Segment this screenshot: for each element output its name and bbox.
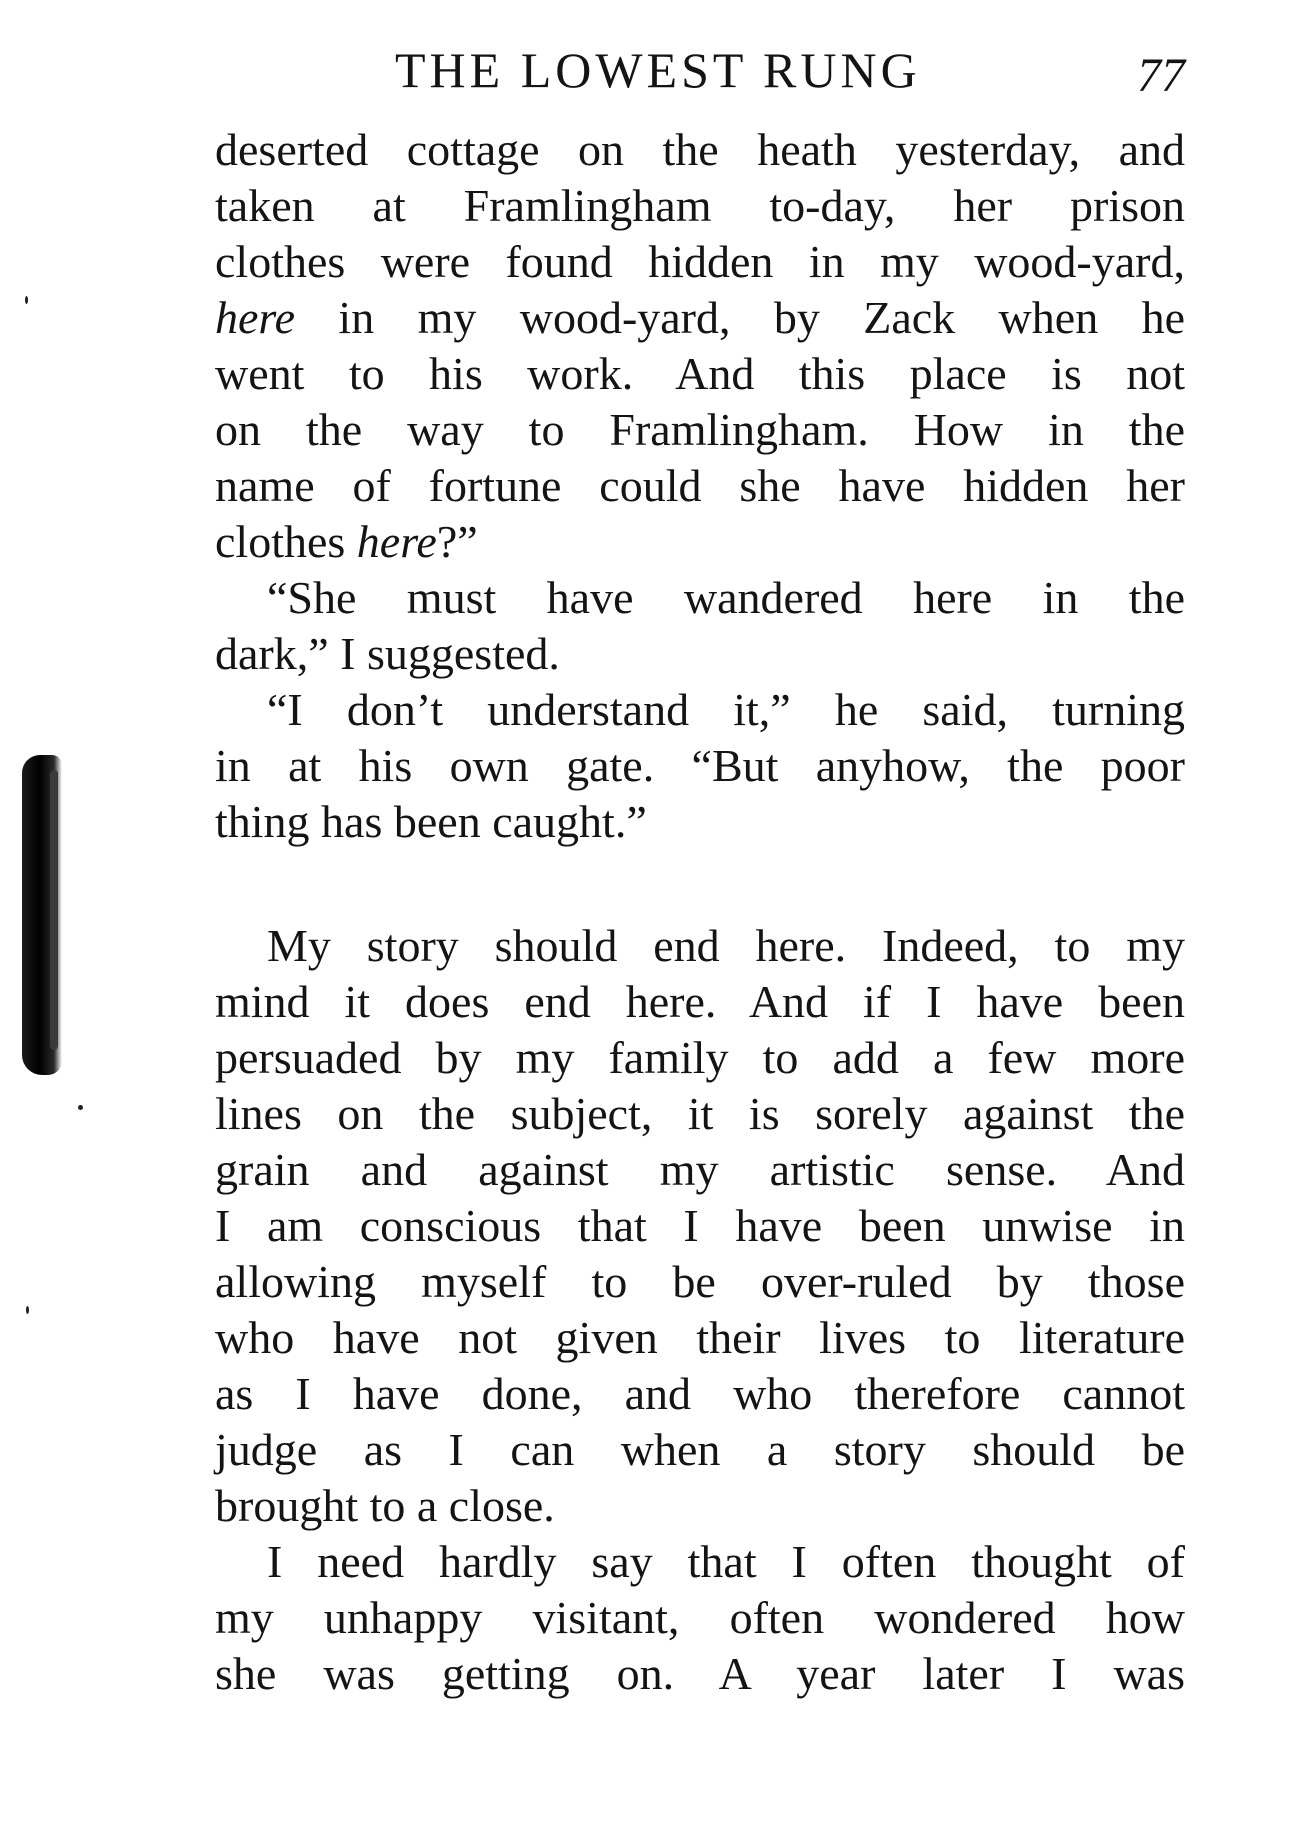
text-line: as I have done, and who therefore cannot [215,1368,1185,1419]
paragraph [215,570,1185,682]
text-line: mind it does end here. And if I have been [215,976,1185,1027]
text-line: my unhappy visitant, often wondered how [215,1592,1185,1643]
text-line: in at his own gate. “But anyhow, the poor [215,740,1185,791]
section-break [215,850,1185,918]
emphasis-text: here [356,516,437,567]
text-line: she was getting on. A year later I was [215,1648,1185,1699]
binding-edge [50,770,58,1050]
scan-speck [78,1105,83,1110]
running-title: THE LOWEST RUNG [395,42,921,98]
text-line [215,290,1185,346]
text-line: thing has been caught.” [215,796,647,847]
text-line: clothes were found hidden in my wood-yard, [215,236,1185,287]
emphasis-text: here [215,292,296,343]
text-line: “I don’t understand it,” he said, turning [267,684,1185,735]
page-header [215,40,1185,100]
text-line: persuaded by my family to add a few more [215,1032,1185,1083]
text-line: name of fortune could she have hidden her [215,460,1185,511]
text-line [215,514,1185,570]
text-line: taken at Framlingham to-day, her prison [215,180,1185,231]
text-line: went to his work. And this place is not [215,348,1185,399]
text-line: grain and against my artistic sense. And [215,1144,1185,1195]
text-span: ?” [436,516,478,567]
scan-speck [26,1306,29,1314]
text-line: deserted cottage on the heath yesterday, and [215,124,1185,175]
text-line: allowing myself to be over-ruled by those [215,1256,1185,1307]
text-line: I am conscious that I have been unwise in [215,1200,1185,1251]
text-line: “She must have wandered here in the [267,572,1185,623]
page-number: 77 [1137,49,1185,102]
paragraph [215,918,1185,1534]
paragraph [215,682,1185,850]
text-line: I need hardly say that I often thought of [267,1536,1185,1587]
text-line: dark,” I suggested. [215,628,560,679]
paragraph [215,122,1185,570]
text-line: brought to a close. [215,1480,555,1531]
text-line: who have not given their lives to literature [215,1312,1185,1363]
text-line: lines on the subject, it is sorely against the [215,1088,1185,1139]
body-text [215,122,1185,1702]
text-span: clothes [215,516,357,567]
paragraph [215,1534,1185,1702]
scan-speck [25,296,28,304]
text-span: in my wood-yard, by Zack when he [295,292,1185,343]
text-line: My story should end here. Indeed, to my [267,920,1185,971]
text-line: on the way to Framlingham. How in the [215,404,1185,455]
text-line: judge as I can when a story should be [215,1424,1185,1475]
